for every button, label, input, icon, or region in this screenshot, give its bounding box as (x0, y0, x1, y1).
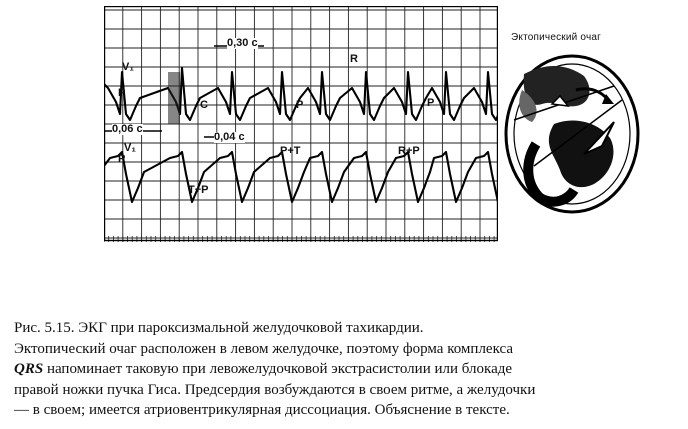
figure-number: Рис. 5.15. (14, 320, 75, 336)
lead-label-lower: V₁ (124, 142, 136, 154)
caption-line-4: правой ножки пучка Гиса. Предсердия возбуждаются в своем ритме, а желудочки (14, 381, 536, 398)
ecg-grid (104, 6, 498, 242)
duration-label-0-04: 0,04 с (214, 131, 245, 143)
caption-line-3 (14, 359, 669, 380)
ecg-frame (105, 7, 498, 241)
ectopic-focus-label: Эктопический очаг (511, 32, 601, 43)
p-wave-label-upper-2: P (296, 99, 304, 111)
r-plus-p-label: R+P (398, 145, 420, 157)
caption-line-2: Эктопический очаг расположен в левом желудочке, поэтому форма комплекса (14, 340, 514, 357)
duration-label-0-06: 0,06 с (112, 123, 143, 135)
caption-line-5: — в своем; имеется атриовентрикулярная диссоциация. Объяснение в тексте. (14, 402, 510, 418)
ecg-trace-lower (104, 152, 498, 202)
r-wave-label: R (350, 53, 358, 65)
caption-line-3-text: напоминает таковую при левожелудочковой экстрасистолии или блокаде (46, 361, 513, 377)
lead-label-upper: V₁ (122, 61, 134, 73)
ecg-trace-upper (104, 68, 498, 120)
figure-caption (14, 318, 669, 421)
p-wave-label-lower: P (118, 153, 126, 165)
caption-title-line (14, 318, 669, 339)
caption-title: ЭКГ при пароксизмальной желудочковой тахикардии. (78, 320, 424, 336)
p-wave-label-upper-3: P (427, 97, 435, 109)
c-label: C (200, 99, 208, 111)
qrs-shaded-complex (168, 72, 180, 124)
p-plus-t-label: P+T (280, 145, 301, 157)
p-wave-label-upper-1: P (118, 87, 126, 99)
ecg-strip (104, 6, 498, 242)
qrs-term: QRS (14, 361, 44, 377)
heart-ectopic-focus-icon (494, 34, 644, 214)
interval-label-0-30: 0,30 с (227, 37, 258, 49)
t-plus-p-label: T+P (188, 184, 209, 196)
